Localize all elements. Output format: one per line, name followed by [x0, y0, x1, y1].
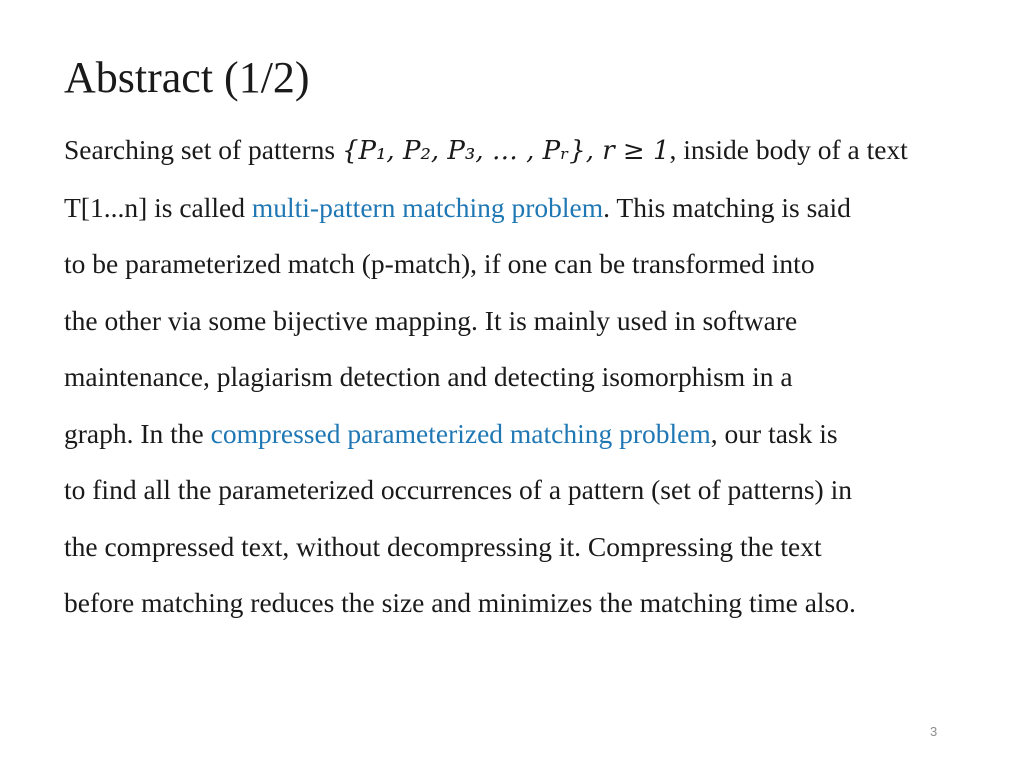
- paragraph-line-4: the other via some bijective mapping. It is mainly used in software: [64, 304, 798, 336]
- line-6-tail: , our task is: [710, 417, 838, 449]
- paragraph-line-3: to be parameterized match (p-match), if one can be transformed into: [64, 248, 815, 279]
- abstract-paragraph: [64, 122, 974, 632]
- paragraph-line-9: before matching reduces the size and minimizes the matching time also.: [64, 587, 856, 618]
- line-6-text: graph. In the: [64, 417, 211, 449]
- highlight-compressed-parameterized-matching: compressed parameterized matching problem: [210, 417, 711, 449]
- page-number: 3: [930, 724, 938, 739]
- paragraph-line-1: [64, 122, 974, 180]
- paragraph-line-7: to find all the parameterized occurrences of a pattern (set of patterns) in: [64, 474, 852, 505]
- line-1-text: Searching set of patterns: [64, 134, 342, 165]
- pattern-set-formula: {P₁, P₂, P₃, … , Pᵣ}, r ≥ 1: [341, 136, 670, 166]
- slide-title: Abstract (1/2): [64, 53, 310, 102]
- paragraph-line-5: maintenance, plagiarism detection and detecting isomorphism in a: [64, 361, 793, 392]
- line-2-tail: . This matching is said: [603, 191, 851, 223]
- highlight-multi-pattern-matching: multi-pattern matching problem: [251, 191, 604, 223]
- paragraph-line-8: the compressed text, without decompressing it. Compressing the text: [64, 530, 822, 562]
- paragraph-line-2: [64, 180, 974, 237]
- line-2-text: T[1...n] is called: [64, 191, 252, 223]
- line-1-tail: , inside body of a text: [669, 134, 908, 165]
- paragraph-line-6: [64, 406, 974, 463]
